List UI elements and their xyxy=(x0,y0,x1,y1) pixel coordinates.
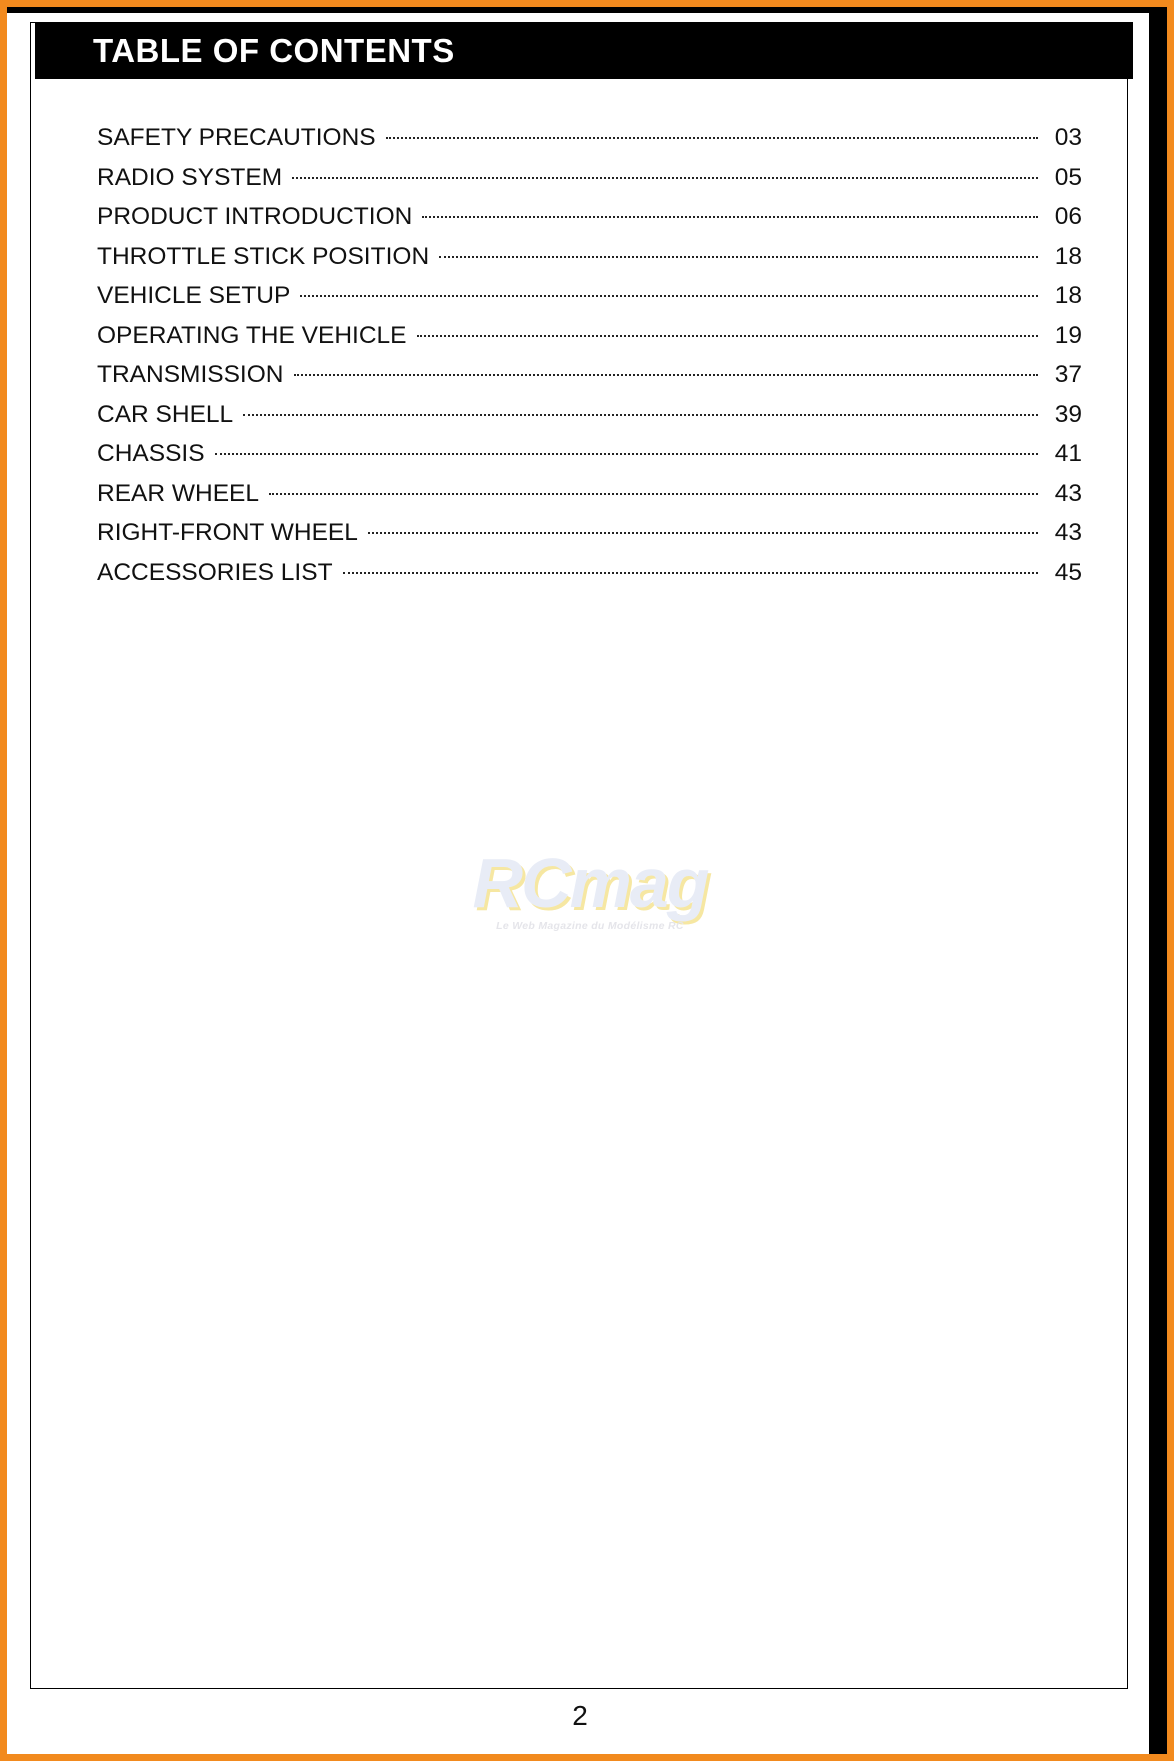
toc-leader-dots xyxy=(343,572,1038,574)
watermark-tagline: Le Web Magazine du Modélisme RC xyxy=(496,920,684,932)
toc-entry-page: 19 xyxy=(1054,321,1082,349)
toc-entry xyxy=(97,559,1082,599)
page-title: TABLE OF CONTENTS xyxy=(93,32,455,69)
toc-entry-page: 45 xyxy=(1054,558,1082,586)
toc-entry-page: 18 xyxy=(1054,242,1082,270)
toc-entry xyxy=(97,203,1082,243)
table-of-contents xyxy=(97,124,1082,598)
toc-entry-title: THROTTLE STICK POSITION xyxy=(97,242,430,270)
toc-leader-dots xyxy=(292,177,1038,179)
toc-leader-dots xyxy=(417,335,1039,337)
toc-entry-title: PRODUCT INTRODUCTION xyxy=(97,203,413,230)
toc-entry xyxy=(97,322,1082,362)
toc-entry-page: 41 xyxy=(1054,440,1082,467)
toc-entry-title: CAR SHELL xyxy=(97,400,234,428)
toc-leader-dots xyxy=(243,414,1038,416)
page-number: 2 xyxy=(572,1700,588,1731)
watermark xyxy=(440,844,740,932)
toc-leader-dots xyxy=(269,493,1038,495)
toc-entry xyxy=(97,124,1082,164)
toc-entry xyxy=(97,519,1082,559)
toc-entry-page: 03 xyxy=(1054,124,1082,151)
toc-leader-dots xyxy=(300,295,1038,297)
toc-entry-page: 39 xyxy=(1054,400,1082,428)
toc-entry-page: 43 xyxy=(1054,519,1082,546)
toc-entry-title: OPERATING THE VEHICLE xyxy=(97,321,407,349)
toc-entry-page: 37 xyxy=(1054,361,1082,388)
toc-entry-title: VEHICLE SETUP xyxy=(97,282,291,309)
toc-entry-page: 06 xyxy=(1054,203,1082,230)
scan-edge-right xyxy=(1149,7,1167,1754)
toc-leader-dots xyxy=(215,453,1038,455)
toc-entry xyxy=(97,440,1082,480)
toc-entry xyxy=(97,361,1082,401)
toc-entry xyxy=(97,480,1082,520)
toc-entry-title: TRANSMISSION xyxy=(97,361,284,388)
header-bar xyxy=(35,22,1133,79)
toc-entry-title: RADIO SYSTEM xyxy=(97,163,283,191)
toc-entry-page: 43 xyxy=(1054,479,1082,507)
watermark-logo: RCmag xyxy=(472,844,708,922)
toc-entry-title: RIGHT-FRONT WHEEL xyxy=(97,519,358,546)
scan-edge-top xyxy=(7,7,1149,13)
toc-leader-dots xyxy=(386,137,1038,139)
toc-entry xyxy=(97,164,1082,204)
toc-entry-title: REAR WHEEL xyxy=(97,479,260,507)
toc-leader-dots xyxy=(368,532,1038,534)
toc-leader-dots xyxy=(422,216,1038,218)
toc-leader-dots xyxy=(439,256,1038,258)
toc-entry-page: 05 xyxy=(1054,163,1082,191)
toc-leader-dots xyxy=(294,374,1039,376)
toc-entry-title: ACCESSORIES LIST xyxy=(97,558,333,586)
toc-entry xyxy=(97,401,1082,441)
toc-entry xyxy=(97,282,1082,322)
toc-entry xyxy=(97,243,1082,283)
toc-entry-title: CHASSIS xyxy=(97,440,205,467)
toc-entry-title: SAFETY PRECAUTIONS xyxy=(97,124,376,151)
toc-entry-page: 18 xyxy=(1054,282,1082,309)
